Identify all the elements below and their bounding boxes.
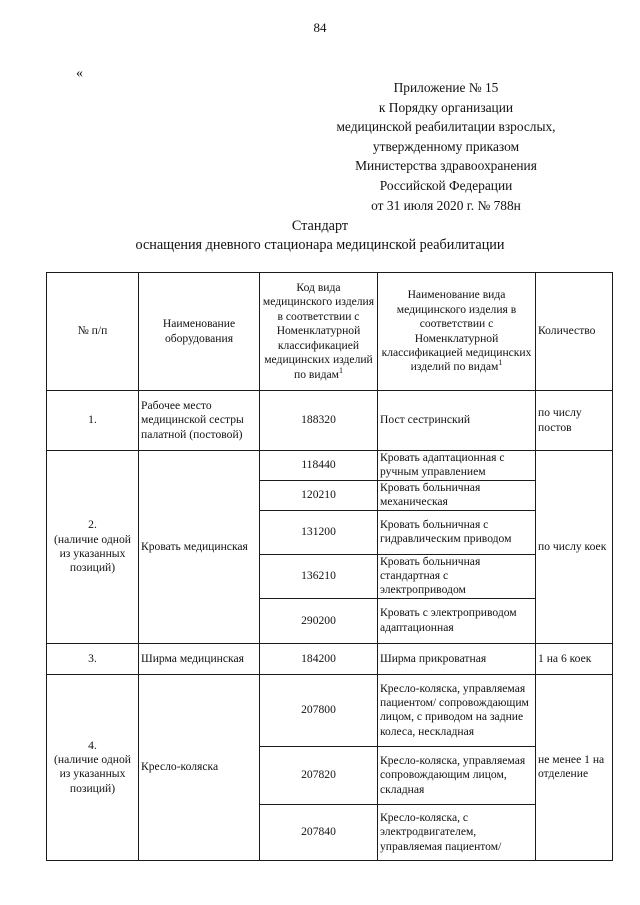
device-code: 207800 [260,674,378,746]
device-code: 207820 [260,746,378,804]
device-kind: Кровать больничная механическая [378,480,536,510]
equipment-name: Рабочее место медицинской сестры палатной (постовой) [139,391,260,451]
table-row [47,451,613,481]
device-code: 118440 [260,451,378,481]
device-kind: Кровать адаптационная с ручным управлением [378,451,536,481]
row-number-value: 2. [88,518,97,532]
device-code: 184200 [260,643,378,674]
row-number-note: (наличие одной из указанных позиций) [54,752,131,795]
header-num: № п/п [47,273,139,391]
header-code-text: Код вида медицинского изделия в соответствии с Номенклатурной классификацией медицинских изделий по видам [262,281,375,381]
appendix-header [300,78,592,215]
quantity: по числу коек [536,451,613,644]
device-code: 136210 [260,554,378,598]
header-code [260,273,378,391]
header-kind-text: Наименование вида медицинского изделия в соответствии с Номенклатурной классификацией медицинских изделий по видам [381,288,532,374]
appendix-line: Министерства здравоохранения [355,158,537,174]
header-equipment: Наименование оборудования [139,273,260,391]
quantity: 1 на 6 коек [536,643,613,674]
equipment-name: Кровать медицинская [139,451,260,644]
device-kind: Кровать больничная стандартная с электроприводом [378,554,536,598]
device-kind: Кровать больничная с гидравлическим приводом [378,510,536,554]
appendix-line: Российской Федерации [379,177,513,193]
equipment-name: Ширма медицинская [139,643,260,674]
row-number [47,674,139,860]
appendix-line: от 31 июля 2020 г. № 788н [371,197,521,213]
device-code: 290200 [260,598,378,643]
row-number-value: 4. [88,738,97,752]
header-quantity: Количество [536,273,613,391]
table-row [47,674,613,746]
device-kind: Кресло-коляска, управляемая сопровождающим лицом, складная [378,746,536,804]
opening-quote-mark: « [76,66,83,81]
footnote-marker: 1 [338,365,343,375]
page-number: 84 [313,20,327,35]
equipment-table [46,272,613,861]
appendix-line: утвержденному приказом [372,138,520,154]
row-number-note: (наличие одной из указанных позиций) [54,532,131,575]
device-code: 207840 [260,804,378,860]
appendix-line: к Порядку организации [378,99,514,115]
device-kind: Ширма прикроватная [378,643,536,674]
device-code: 131200 [260,510,378,554]
quantity: по числу постов [536,391,613,451]
footnote-marker: 1 [498,358,503,368]
table-row [47,391,613,451]
quantity: не менее 1 на отделение [536,674,613,860]
row-number: 3. [47,643,139,674]
standard-subtitle: оснащения дневного стационара медицинской реабилитации [135,237,505,253]
row-number: 1. [47,391,139,451]
appendix-line: Приложение № 15 [393,80,499,95]
header-kind [378,273,536,391]
appendix-line: медицинской реабилитации взрослых, [336,119,556,135]
device-code: 188320 [260,391,378,451]
table-header-row [47,273,613,391]
standard-title: Стандарт [291,218,349,234]
row-number [47,451,139,644]
device-code: 120210 [260,480,378,510]
device-kind: Пост сестринский [378,391,536,451]
table-row [47,643,613,674]
device-kind: Кресло-коляска, с электродвигателем, управляемая пациентом/ [378,804,536,860]
equipment-name: Кресло-коляска [139,674,260,860]
device-kind: Кровать с электроприводом адаптационная [378,598,536,643]
device-kind: Кресло-коляска, управляемая пациентом/ сопровождающим лицом, с приводом на задние колеса, нескладная [378,674,536,746]
